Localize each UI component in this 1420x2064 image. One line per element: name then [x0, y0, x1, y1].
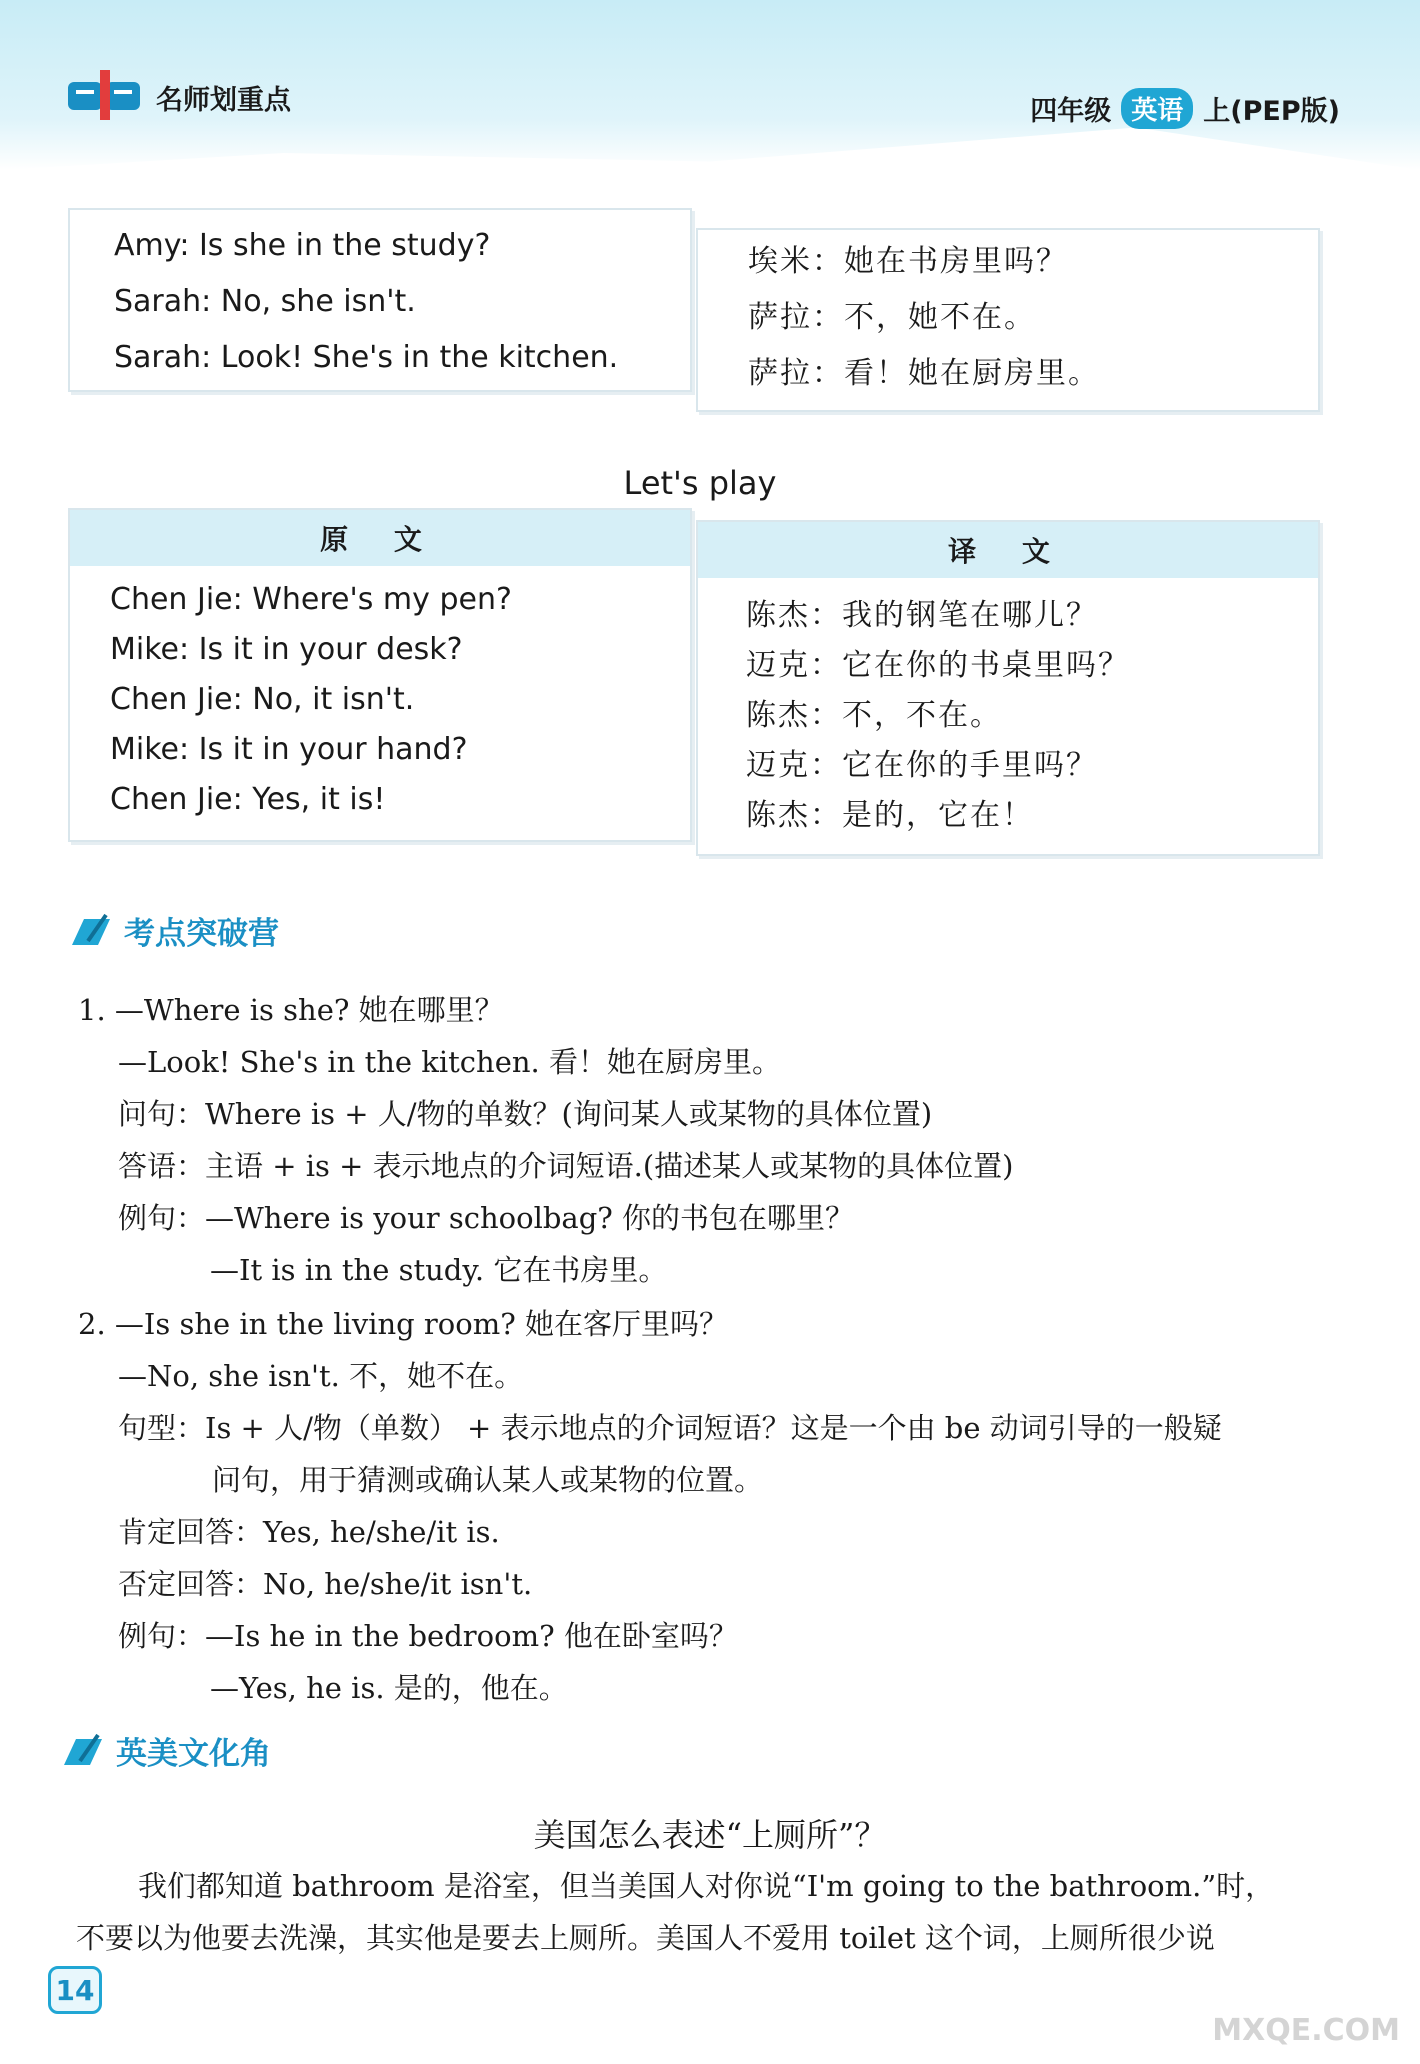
point-line: —Look! She's in the kitchen. 看！她在厨房里。 — [118, 1045, 781, 1079]
dialog-line: Chen Jie: Yes, it is! — [110, 782, 386, 817]
dialog1-original-box — [68, 208, 692, 392]
dialog-line-cn: 迈克：它在你的书桌里吗？ — [746, 648, 1130, 683]
dialog-line: Sarah: No, she isn't. — [114, 284, 416, 319]
watermark: MXQE.COM — [1212, 2013, 1400, 2048]
point-line: 例句：—Where is your schoolbag? 你的书包在哪里？ — [118, 1201, 855, 1235]
dialog-line-cn: 萨拉：看！她在厨房里。 — [748, 356, 1100, 391]
dialog-line: Amy: Is she in the study? — [114, 228, 491, 263]
section-title-exam-points — [68, 908, 279, 953]
culture-paragraph-line: 不要以为他要去洗澡，其实他是要去上厕所。美国人不爱用 toilet 这个词，上厕所很少说 — [76, 1921, 1215, 1955]
pen-book-icon — [60, 1731, 106, 1771]
pen-book-icon — [68, 911, 114, 951]
point-line: 2. —Is she in the living room? 她在客厅里吗？ — [78, 1307, 728, 1341]
lets-play-title: Let's play — [623, 464, 777, 502]
dialog-line-cn: 萨拉：不，她不在。 — [748, 300, 1036, 335]
series-name: 名师划重点 — [156, 85, 291, 116]
dialog-line: Chen Jie: No, it isn't. — [110, 682, 415, 717]
section-title-text: 考点突破营 — [124, 916, 279, 952]
culture-paragraph-line: 我们都知道 bathroom 是浴室，但当美国人对你说“I'm going to the bathroom.”时， — [138, 1869, 1275, 1903]
page-number: 14 — [48, 1966, 102, 2014]
book-logo-icon — [66, 70, 146, 120]
dialog-line: Mike: Is it in your hand? — [110, 732, 468, 767]
translation-header: 译 文 — [698, 522, 1318, 578]
point-line: —Yes, he is. 是的，他在。 — [210, 1671, 568, 1705]
point-line: 问句：Where is + 人/物的单数？(询问某人或某物的具体位置) — [118, 1097, 933, 1131]
point-line: 肯定回答：Yes, he/she/it is. — [118, 1515, 500, 1549]
section-title-text: 英美文化角 — [116, 1736, 271, 1772]
lets-play-original-box — [68, 508, 692, 842]
point-line: —It is in the study. 它在书房里。 — [210, 1253, 668, 1287]
grade: 四年级 — [1030, 96, 1112, 127]
dialog-line: Chen Jie: Where's my pen? — [110, 582, 512, 617]
subject-badge: 英语 — [1121, 88, 1193, 129]
point-line: 例句：—Is he in the bedroom? 他在卧室吗？ — [118, 1619, 738, 1653]
edition: 上(PEP版) — [1203, 96, 1340, 127]
dialog1-translation-box — [696, 228, 1320, 412]
section-title-culture-corner — [60, 1728, 271, 1773]
culture-subtitle: 美国怎么表述“上厕所”？ — [533, 1816, 887, 1854]
dialog-line-cn: 陈杰：是的，它在！ — [746, 798, 1034, 833]
point-line: —No, she isn't. 不，她不在。 — [118, 1359, 524, 1393]
dialog-line-cn: 陈杰：不，不在。 — [746, 698, 1002, 733]
point-line: 答语：主语 + is + 表示地点的介词短语.(描述某人或某物的具体位置) — [118, 1149, 1014, 1183]
dialog-line-cn: 陈杰：我的钢笔在哪儿？ — [746, 598, 1098, 633]
dialog-line-cn: 迈克：它在你的手里吗？ — [746, 748, 1098, 783]
grade-label — [1030, 88, 1340, 129]
point-line: 句型：Is + 人/物（单数） + 表示地点的介词短语？这是一个由 be 动词引导的一般疑 — [118, 1411, 1222, 1445]
point-line: 问句，用于猜测或确认某人或某物的位置。 — [212, 1463, 764, 1497]
original-header: 原 文 — [70, 510, 690, 566]
point-line: 1. —Where is she? 她在哪里？ — [78, 993, 504, 1027]
dialog-line-cn: 埃米：她在书房里吗？ — [748, 244, 1068, 279]
dialog-line: Sarah: Look! She's in the kitchen. — [114, 340, 619, 375]
point-line: 否定回答：No, he/she/it isn't. — [118, 1567, 533, 1601]
dialog-line: Mike: Is it in your desk? — [110, 632, 463, 667]
lets-play-translation-box — [696, 520, 1320, 856]
